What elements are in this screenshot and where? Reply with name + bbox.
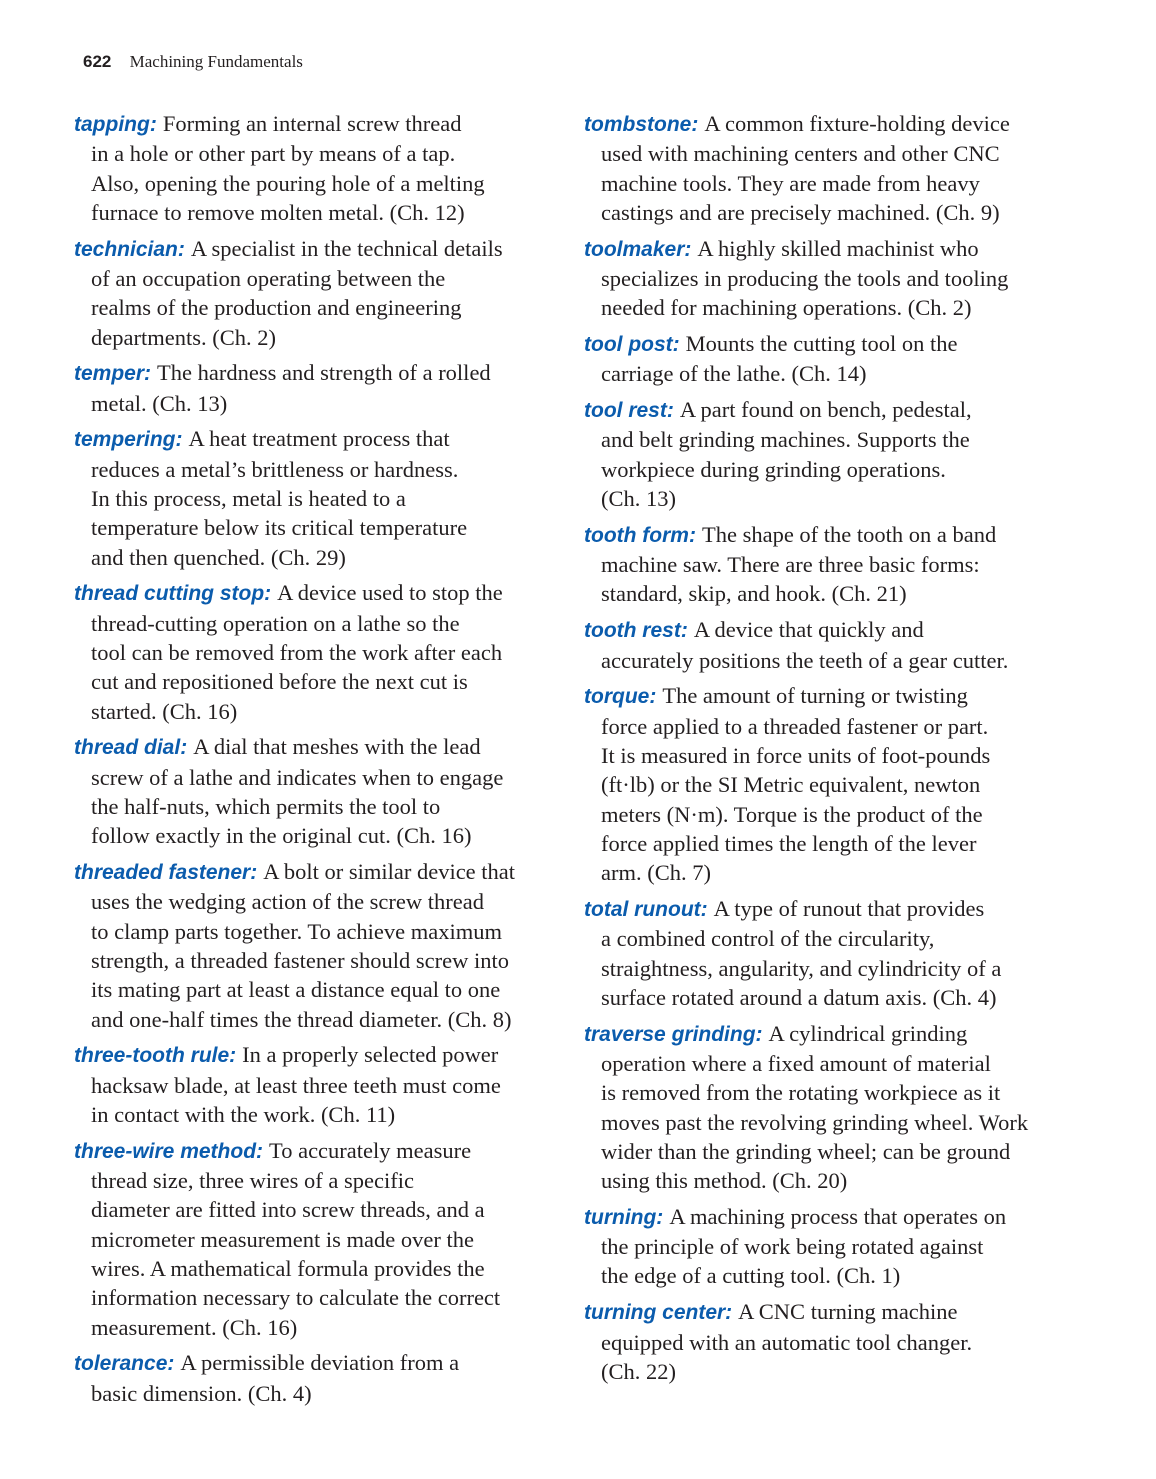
definition-line bbox=[74, 609, 574, 638]
definition-line bbox=[74, 917, 574, 946]
definition-text: To accurately measure bbox=[269, 1137, 472, 1163]
definition-line bbox=[74, 169, 574, 198]
definition-line bbox=[74, 1195, 574, 1224]
definition-line bbox=[584, 770, 1084, 799]
definition-line bbox=[584, 550, 1084, 579]
definition-text: A device used to stop the bbox=[277, 580, 503, 606]
definition-text: its mating part at least a distance equal to one bbox=[91, 977, 501, 1003]
definition-line bbox=[74, 1348, 574, 1378]
definition-line bbox=[584, 1108, 1084, 1137]
glossary-entry bbox=[74, 358, 574, 418]
definition-text: Mounts the cutting tool on the bbox=[685, 331, 958, 357]
glossary-term: total runout: bbox=[584, 897, 708, 921]
definition-text: The hardness and strength of a rolled bbox=[157, 360, 491, 386]
definition-line bbox=[74, 1283, 574, 1312]
definition-line bbox=[584, 1202, 1084, 1232]
definition-text: departments. (Ch. 2) bbox=[91, 324, 276, 350]
definition-text: and belt grinding machines. Supports the bbox=[601, 427, 970, 453]
glossary-entry bbox=[584, 1202, 1084, 1291]
definition-text: furnace to remove molten metal. (Ch. 12) bbox=[91, 199, 465, 225]
definition-line bbox=[584, 983, 1084, 1012]
definition-text: in contact with the work. (Ch. 11) bbox=[91, 1102, 396, 1127]
definition-text: of an occupation operating between the bbox=[91, 265, 446, 291]
definition-text: in a hole or other part by means of a tap. bbox=[91, 141, 456, 167]
glossary-term: three-tooth rule: bbox=[74, 1044, 237, 1068]
definition-line bbox=[584, 579, 1084, 608]
definition-line bbox=[584, 329, 1084, 359]
glossary-term: thread dial: bbox=[74, 736, 188, 760]
definition-text: operation where a fixed amount of material bbox=[601, 1050, 991, 1076]
definition-line bbox=[74, 1005, 574, 1034]
definition-text: and then quenched. (Ch. 29) bbox=[91, 544, 346, 570]
definition-line bbox=[74, 264, 574, 293]
definition-text: diameter are fitted into screw threads, and a bbox=[91, 1197, 485, 1223]
definition-line bbox=[584, 615, 1084, 645]
definition-line bbox=[74, 887, 574, 916]
definition-line bbox=[74, 323, 574, 352]
definition-text: used with machining centers and other CNC bbox=[601, 141, 1000, 167]
definition-line bbox=[74, 857, 574, 887]
definition-line bbox=[584, 681, 1084, 711]
definition-text: started. (Ch. 16) bbox=[91, 698, 238, 724]
definition-text: surface rotated around a datum axis. (Ch. 4) bbox=[601, 984, 997, 1010]
definition-text: accurately positions the teeth of a gear cutter. bbox=[601, 647, 1009, 673]
definition-text: follow exactly in the original cut. (Ch. 16) bbox=[91, 823, 472, 849]
definition-line bbox=[74, 763, 574, 792]
running-header bbox=[83, 52, 303, 72]
definition-line bbox=[584, 169, 1084, 198]
glossary-entry bbox=[584, 329, 1084, 389]
definition-text: force applied to a threaded fastener or part. bbox=[601, 713, 989, 739]
definition-line bbox=[584, 455, 1084, 484]
definition-text: and one-half times the thread diameter. (Ch. 8) bbox=[91, 1006, 512, 1032]
definition-text: thread-cutting operation on a lathe so the bbox=[91, 610, 460, 636]
definition-text: force applied times the length of the lever bbox=[601, 830, 977, 856]
definition-line bbox=[74, 1040, 574, 1070]
definition-line bbox=[584, 1166, 1084, 1195]
definition-text: In this process, metal is heated to a bbox=[91, 486, 406, 512]
glossary-entry bbox=[74, 1348, 574, 1408]
definition-line bbox=[584, 894, 1084, 924]
definition-text: using this method. (Ch. 20) bbox=[601, 1168, 848, 1194]
definition-line bbox=[584, 924, 1084, 953]
definition-line bbox=[74, 1313, 574, 1342]
definition-text: A common fixture-holding device bbox=[704, 111, 1010, 136]
definition-line bbox=[584, 1328, 1084, 1357]
definition-line bbox=[584, 712, 1084, 741]
definition-line bbox=[584, 139, 1084, 168]
definition-line bbox=[74, 1136, 574, 1166]
glossary-term: tool rest: bbox=[584, 399, 674, 423]
glossary-entry bbox=[74, 424, 574, 571]
definition-text: Forming an internal screw thread bbox=[162, 111, 462, 136]
definition-line bbox=[584, 520, 1084, 550]
definition-text: specializes in producing the tools and tooling bbox=[601, 265, 1009, 291]
definition-line bbox=[74, 946, 574, 975]
definition-line bbox=[74, 293, 574, 322]
glossary-entry bbox=[74, 857, 574, 1034]
definition-text: moves past the revolving grinding wheel. Work bbox=[601, 1109, 1029, 1135]
glossary-term: turning: bbox=[584, 1205, 664, 1229]
definition-line bbox=[584, 234, 1084, 264]
definition-line bbox=[74, 1071, 574, 1100]
definition-text: workpiece during grinding operations. bbox=[601, 456, 946, 482]
definition-line bbox=[74, 424, 574, 454]
definition-text: (ft·lb) or the SI Metric equivalent, newton bbox=[601, 772, 981, 798]
definition-text: A highly skilled machinist who bbox=[697, 235, 979, 261]
definition-line bbox=[74, 1254, 574, 1283]
definition-text: castings and are precisely machined. (Ch. 9) bbox=[601, 199, 1000, 225]
definition-line bbox=[584, 858, 1084, 887]
definition-text: micrometer measurement is made over the bbox=[91, 1226, 474, 1252]
definition-text: A specialist in the technical details bbox=[190, 235, 503, 261]
page-number: 622 bbox=[83, 52, 112, 71]
definition-text: thread size, three wires of a specific bbox=[91, 1168, 414, 1194]
glossary-entry bbox=[584, 234, 1084, 323]
glossary-term: temper: bbox=[74, 362, 152, 386]
definition-line bbox=[584, 293, 1084, 322]
definition-text: straightness, angularity, and cylindricity of a bbox=[601, 955, 1002, 981]
definition-text: A cylindrical grinding bbox=[768, 1020, 968, 1046]
definition-line bbox=[74, 358, 574, 388]
definition-text: reduces a metal’s brittleness or hardness. bbox=[91, 456, 459, 482]
glossary-term: toolmaker: bbox=[584, 237, 692, 261]
definition-text: cut and repositioned before the next cut is bbox=[91, 669, 468, 695]
glossary-term: threaded fastener: bbox=[74, 861, 258, 885]
definition-text: (Ch. 22) bbox=[601, 1358, 676, 1384]
glossary-entry bbox=[74, 234, 574, 352]
definition-text: A machining process that operates on bbox=[669, 1203, 1007, 1229]
definition-text: the edge of a cutting tool. (Ch. 1) bbox=[601, 1263, 901, 1289]
definition-line bbox=[584, 1261, 1084, 1290]
definition-line bbox=[74, 543, 574, 572]
definition-line bbox=[74, 638, 574, 667]
definition-text: carriage of the lathe. (Ch. 14) bbox=[601, 361, 867, 387]
definition-text: measurement. (Ch. 16) bbox=[91, 1314, 298, 1340]
definition-line bbox=[584, 646, 1084, 675]
definition-text: hacksaw blade, at least three teeth must come bbox=[91, 1072, 501, 1098]
definition-text: A CNC turning machine bbox=[738, 1299, 958, 1325]
definition-line bbox=[74, 792, 574, 821]
definition-line bbox=[74, 1225, 574, 1254]
definition-text: equipped with an automatic tool changer. bbox=[601, 1329, 973, 1355]
glossary-term: tempering: bbox=[74, 428, 183, 452]
definition-text: realms of the production and engineering bbox=[91, 295, 462, 321]
definition-line bbox=[74, 455, 574, 484]
definition-text: temperature below its critical temperature bbox=[91, 515, 468, 541]
definition-line bbox=[74, 697, 574, 726]
glossary-term: three-wire method: bbox=[74, 1139, 264, 1163]
definition-line bbox=[584, 395, 1084, 425]
glossary-term: torque: bbox=[584, 685, 657, 709]
definition-line bbox=[74, 109, 574, 139]
glossary-term: turning center: bbox=[584, 1301, 733, 1325]
book-title: Machining Fundamentals bbox=[129, 52, 303, 71]
definition-text: uses the wedging action of the screw thread bbox=[91, 889, 484, 915]
definition-text: arm. (Ch. 7) bbox=[601, 860, 711, 886]
glossary-entry bbox=[584, 395, 1084, 513]
glossary-entry bbox=[584, 615, 1084, 675]
definition-text: machine tools. They are made from heavy bbox=[601, 170, 980, 196]
definition-line bbox=[74, 1166, 574, 1195]
definition-line bbox=[74, 234, 574, 264]
definition-text: The amount of turning or twisting bbox=[662, 683, 968, 709]
definition-line bbox=[74, 198, 574, 227]
definition-line bbox=[584, 800, 1084, 829]
definition-line bbox=[74, 1100, 574, 1129]
definition-text: basic dimension. (Ch. 4) bbox=[91, 1380, 312, 1406]
definition-text: It is measured in force units of foot-pounds bbox=[601, 742, 991, 768]
definition-line bbox=[584, 1019, 1084, 1049]
definition-text: A heat treatment process that bbox=[188, 426, 450, 452]
glossary-term: traverse grinding: bbox=[584, 1022, 763, 1046]
definition-text: screw of a lathe and indicates when to engage bbox=[91, 764, 504, 790]
definition-line bbox=[584, 954, 1084, 983]
definition-text: tool can be removed from the work after each bbox=[91, 640, 503, 666]
glossary-term: tool post: bbox=[584, 333, 680, 357]
definition-text: needed for machining operations. (Ch. 2) bbox=[601, 295, 972, 321]
glossary-entry bbox=[74, 578, 574, 725]
definition-text: the principle of work being rotated against bbox=[601, 1234, 984, 1260]
definition-line bbox=[584, 198, 1084, 227]
definition-text: standard, skip, and hook. (Ch. 21) bbox=[601, 581, 907, 607]
definition-text: A bolt or similar device that bbox=[263, 859, 516, 885]
definition-line bbox=[584, 425, 1084, 454]
glossary-entry bbox=[74, 109, 574, 227]
definition-line bbox=[584, 1078, 1084, 1107]
definition-text: A dial that meshes with the lead bbox=[193, 734, 481, 760]
glossary-entry bbox=[584, 894, 1084, 1012]
definition-line bbox=[74, 975, 574, 1004]
glossary-entry bbox=[74, 1040, 574, 1129]
glossary-term: technician: bbox=[74, 237, 185, 261]
definition-line bbox=[74, 732, 574, 762]
glossary-term: tooth form: bbox=[584, 523, 696, 547]
definition-text: Also, opening the pouring hole of a melting bbox=[91, 170, 485, 196]
glossary-term: tombstone: bbox=[584, 113, 699, 136]
definition-line bbox=[584, 484, 1084, 513]
definition-text: wires. A mathematical formula provides the bbox=[91, 1255, 485, 1281]
definition-line bbox=[584, 741, 1084, 770]
definition-text: strength, a threaded fastener should screw into bbox=[91, 948, 509, 974]
glossary-entry bbox=[584, 520, 1084, 609]
definition-line bbox=[74, 389, 574, 418]
definition-line bbox=[584, 1049, 1084, 1078]
definition-text: information necessary to calculate the correct bbox=[91, 1285, 501, 1311]
definition-text: A permissible deviation from a bbox=[180, 1350, 460, 1376]
glossary-column-left bbox=[74, 109, 574, 1414]
definition-text: A device that quickly and bbox=[693, 617, 924, 643]
glossary-term: thread cutting stop: bbox=[74, 582, 272, 606]
definition-text: In a properly selected power bbox=[242, 1042, 499, 1068]
definition-line bbox=[584, 1357, 1084, 1386]
definition-text: is removed from the rotating workpiece as it bbox=[601, 1080, 1001, 1106]
definition-line bbox=[74, 1379, 574, 1408]
definition-text: a combined control of the circularity, bbox=[601, 926, 935, 952]
definition-line bbox=[584, 264, 1084, 293]
glossary-column-right bbox=[584, 109, 1084, 1393]
glossary-term: tooth rest: bbox=[584, 619, 688, 643]
glossary-entry bbox=[584, 1297, 1084, 1386]
definition-text: metal. (Ch. 13) bbox=[91, 390, 228, 416]
glossary-entry bbox=[584, 109, 1084, 227]
definition-line bbox=[74, 484, 574, 513]
definition-text: wider than the grinding wheel; can be ground bbox=[601, 1138, 1011, 1164]
glossary-entry bbox=[584, 681, 1084, 887]
definition-line bbox=[584, 1137, 1084, 1166]
definition-text: to clamp parts together. To achieve maximum bbox=[91, 918, 503, 944]
definition-text: The shape of the tooth on a band bbox=[701, 521, 997, 547]
glossary-entry bbox=[74, 732, 574, 850]
definition-text: meters (N·m). Torque is the product of the bbox=[601, 801, 983, 827]
definition-text: A type of runout that provides bbox=[713, 895, 985, 921]
definition-line bbox=[584, 1297, 1084, 1327]
definition-line bbox=[74, 578, 574, 608]
definition-text: the half-nuts, which permits the tool to bbox=[91, 794, 441, 820]
definition-line bbox=[584, 359, 1084, 388]
definition-text: (Ch. 13) bbox=[601, 486, 676, 512]
definition-line bbox=[74, 667, 574, 696]
definition-text: machine saw. There are three basic forms: bbox=[601, 552, 980, 578]
definition-line bbox=[584, 829, 1084, 858]
definition-line bbox=[584, 1232, 1084, 1261]
glossary-term: tapping: bbox=[74, 113, 157, 136]
definition-line bbox=[74, 139, 574, 168]
definition-line bbox=[584, 109, 1084, 139]
glossary-entry bbox=[74, 1136, 574, 1342]
definition-line bbox=[74, 821, 574, 850]
definition-text: A part found on bench, pedestal, bbox=[679, 397, 972, 423]
definition-line bbox=[74, 513, 574, 542]
glossary-entry bbox=[584, 1019, 1084, 1196]
glossary-term: tolerance: bbox=[74, 1352, 175, 1376]
